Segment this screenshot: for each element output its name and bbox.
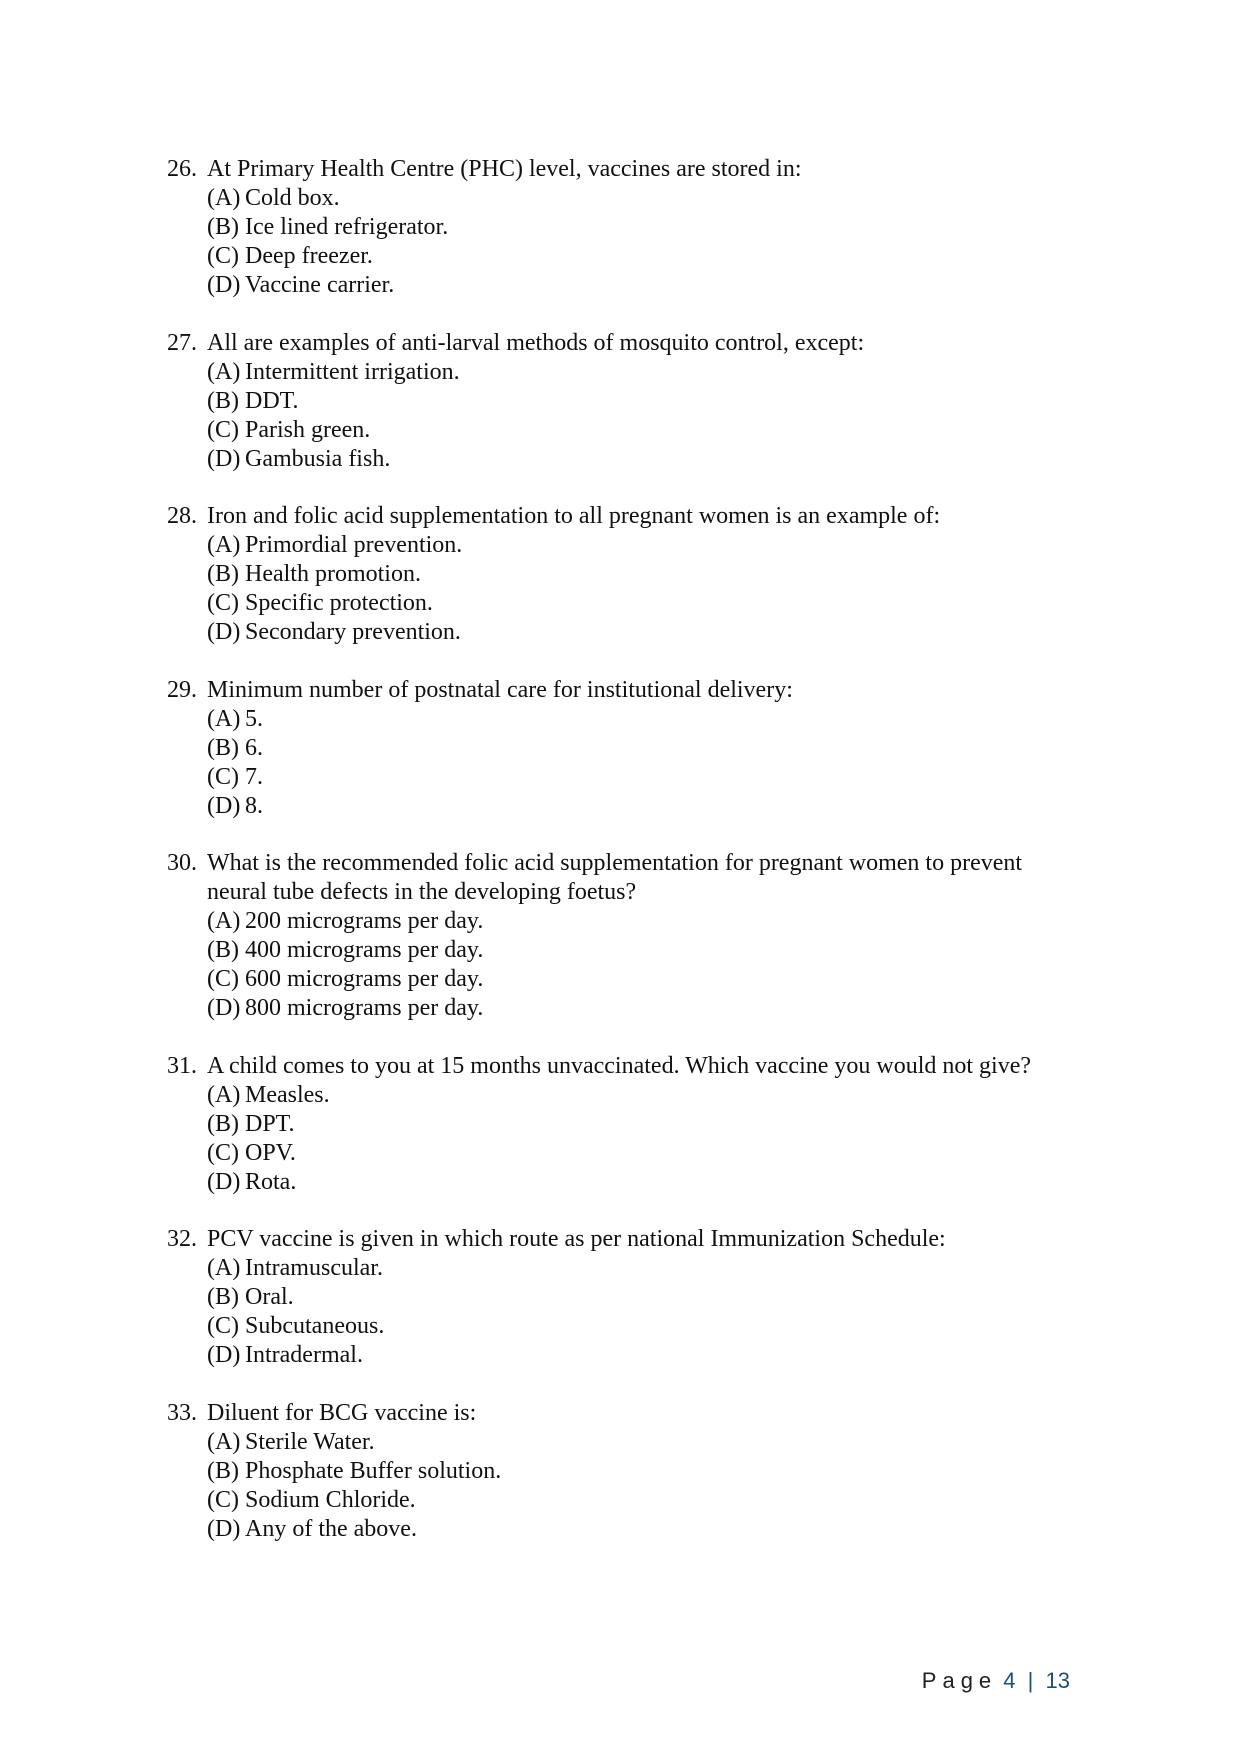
question-list <box>167 155 1087 1572</box>
option-text: Ice lined refrigerator. <box>245 214 449 240</box>
question-text: PCV vaccine is given in which route as per national Immunization Schedule: <box>207 1226 946 1252</box>
question-number: 33. <box>167 1399 197 1426</box>
option-list <box>207 907 1087 1023</box>
page-label: Page <box>921 1668 998 1693</box>
option-text: Secondary prevention. <box>245 619 461 645</box>
option-letter: (C) <box>207 1139 239 1166</box>
option-text: Specific protection. <box>245 590 433 616</box>
option-letter: (C) <box>207 966 239 992</box>
option-text: Sodium Chloride. <box>245 1486 416 1513</box>
option-letter: (A) <box>207 1255 241 1281</box>
option-letter: (A) <box>207 532 241 558</box>
option-letter: (A) <box>207 908 241 934</box>
option-letter: (C) <box>207 1313 239 1339</box>
option-letter: (A) <box>207 1081 241 1108</box>
page-number: 4 <box>1003 1668 1016 1693</box>
question-item <box>167 1052 1087 1197</box>
page-footer <box>900 1668 1070 1694</box>
answer-option <box>207 734 1087 763</box>
question-header <box>167 502 1087 531</box>
answer-option <box>207 763 1087 792</box>
question-header <box>167 676 1087 705</box>
answer-option <box>207 1254 1087 1283</box>
option-text: 7. <box>245 763 263 790</box>
option-text: Intermittent irrigation. <box>245 358 460 385</box>
option-text: Sterile Water. <box>245 1428 375 1455</box>
answer-option <box>207 1341 1087 1370</box>
option-text: DDT. <box>245 387 299 414</box>
option-list <box>207 1081 1087 1197</box>
option-text: Parish green. <box>245 416 371 443</box>
answer-option <box>207 1110 1087 1139</box>
option-letter: (D) <box>207 1515 241 1542</box>
answer-option <box>207 184 1087 213</box>
answer-option <box>207 531 1087 560</box>
option-text: 400 micrograms per day. <box>245 937 484 963</box>
question-header <box>167 155 1087 184</box>
option-text: Measles. <box>245 1081 330 1108</box>
answer-option <box>207 271 1087 300</box>
option-text: OPV. <box>245 1139 296 1166</box>
question-number: 31. <box>167 1052 197 1079</box>
option-text: 5. <box>245 705 263 732</box>
question-text: A child comes to you at 15 months unvaccinated. Which vaccine you would not give? <box>207 1052 1032 1079</box>
option-text: Vaccine carrier. <box>245 272 395 298</box>
option-text: Cold box. <box>245 185 340 211</box>
option-text: Intradermal. <box>245 1342 363 1368</box>
question-text: Iron and folic acid supplementation to all pregnant women is an example of: <box>207 503 941 529</box>
option-letter: (D) <box>207 995 241 1021</box>
option-letter: (B) <box>207 734 239 761</box>
option-letter: (C) <box>207 590 239 616</box>
question-number: 29. <box>167 676 197 703</box>
question-item <box>167 1399 1087 1544</box>
option-letter: (C) <box>207 763 239 790</box>
option-letter: (B) <box>207 1457 239 1484</box>
question-number: 26. <box>167 156 197 182</box>
answer-option <box>207 1312 1087 1341</box>
answer-option <box>207 560 1087 589</box>
answer-option <box>207 1081 1087 1110</box>
option-text: 600 micrograms per day. <box>245 966 484 992</box>
answer-option <box>207 965 1087 994</box>
option-letter: (A) <box>207 358 241 385</box>
option-letter: (D) <box>207 1168 241 1195</box>
option-text: 6. <box>245 734 263 761</box>
page-separator: | <box>1027 1668 1034 1693</box>
question-header <box>167 1399 1087 1428</box>
question-number: 28. <box>167 503 197 529</box>
option-text: Deep freezer. <box>245 243 373 269</box>
option-letter: (B) <box>207 1284 239 1310</box>
option-list <box>207 1428 1087 1544</box>
option-text: 200 micrograms per day. <box>245 908 484 934</box>
answer-option <box>207 936 1087 965</box>
question-text: Minimum number of postnatal care for institutional delivery: <box>207 676 793 703</box>
option-letter: (D) <box>207 1342 241 1368</box>
option-list <box>207 358 1087 474</box>
question-header <box>167 329 1087 358</box>
answer-option <box>207 705 1087 734</box>
answer-option <box>207 358 1087 387</box>
option-letter: (C) <box>207 243 239 269</box>
option-letter: (C) <box>207 1486 239 1513</box>
answer-option <box>207 589 1087 618</box>
option-letter: (D) <box>207 445 241 472</box>
answer-option <box>207 907 1087 936</box>
question-item <box>167 849 1087 1023</box>
option-letter: (B) <box>207 387 239 414</box>
option-text: Any of the above. <box>245 1515 417 1542</box>
answer-option <box>207 416 1087 445</box>
question-number: 32. <box>167 1226 197 1252</box>
answer-option <box>207 1139 1087 1168</box>
question-number: 30. <box>167 850 197 876</box>
option-letter: (D) <box>207 619 241 645</box>
question-header <box>167 1225 1087 1254</box>
question-item <box>167 329 1087 474</box>
option-letter: (C) <box>207 416 239 443</box>
option-letter: (B) <box>207 214 239 240</box>
option-letter: (A) <box>207 705 241 732</box>
option-letter: (A) <box>207 185 241 211</box>
answer-option <box>207 213 1087 242</box>
answer-option <box>207 1283 1087 1312</box>
option-text: Intramuscular. <box>245 1255 383 1281</box>
question-text: What is the recommended folic acid supplementation for pregnant women to prevent neural tube defects in the developing foetus? <box>207 850 1023 905</box>
question-item <box>167 1225 1087 1370</box>
option-text: Primordial prevention. <box>245 532 463 558</box>
question-text: All are examples of anti-larval methods of mosquito control, except: <box>207 329 865 356</box>
option-letter: (D) <box>207 792 241 819</box>
question-text: At Primary Health Centre (PHC) level, vaccines are stored in: <box>207 156 802 182</box>
option-text: Gambusia fish. <box>245 445 391 472</box>
answer-option <box>207 1486 1087 1515</box>
answer-option <box>207 242 1087 271</box>
question-header <box>167 849 1087 907</box>
option-text: Oral. <box>245 1284 294 1310</box>
answer-option <box>207 1168 1087 1197</box>
option-text: Subcutaneous. <box>245 1313 385 1339</box>
option-list <box>207 1254 1087 1370</box>
option-letter: (A) <box>207 1428 241 1455</box>
answer-option <box>207 994 1087 1023</box>
option-letter: (B) <box>207 561 239 587</box>
option-list <box>207 705 1087 821</box>
option-text: Phosphate Buffer solution. <box>245 1457 502 1484</box>
answer-option <box>207 387 1087 416</box>
answer-option <box>207 445 1087 474</box>
answer-option <box>207 792 1087 821</box>
option-text: Health promotion. <box>245 561 421 587</box>
option-letter: (D) <box>207 272 241 298</box>
question-item <box>167 502 1087 647</box>
option-list <box>207 531 1087 647</box>
option-text: 8. <box>245 792 263 819</box>
option-letter: (B) <box>207 1110 239 1137</box>
option-list <box>207 184 1087 300</box>
option-text: DPT. <box>245 1110 295 1137</box>
question-item <box>167 676 1087 821</box>
answer-option <box>207 618 1087 647</box>
total-pages: 13 <box>1045 1668 1070 1693</box>
question-text: Diluent for BCG vaccine is: <box>207 1399 477 1426</box>
question-header <box>167 1052 1087 1081</box>
answer-option <box>207 1515 1087 1544</box>
option-text: 800 micrograms per day. <box>245 995 484 1021</box>
question-item <box>167 155 1087 300</box>
answer-option <box>207 1428 1087 1457</box>
option-text: Rota. <box>245 1168 297 1195</box>
question-number: 27. <box>167 329 197 356</box>
answer-option <box>207 1457 1087 1486</box>
option-letter: (B) <box>207 937 239 963</box>
